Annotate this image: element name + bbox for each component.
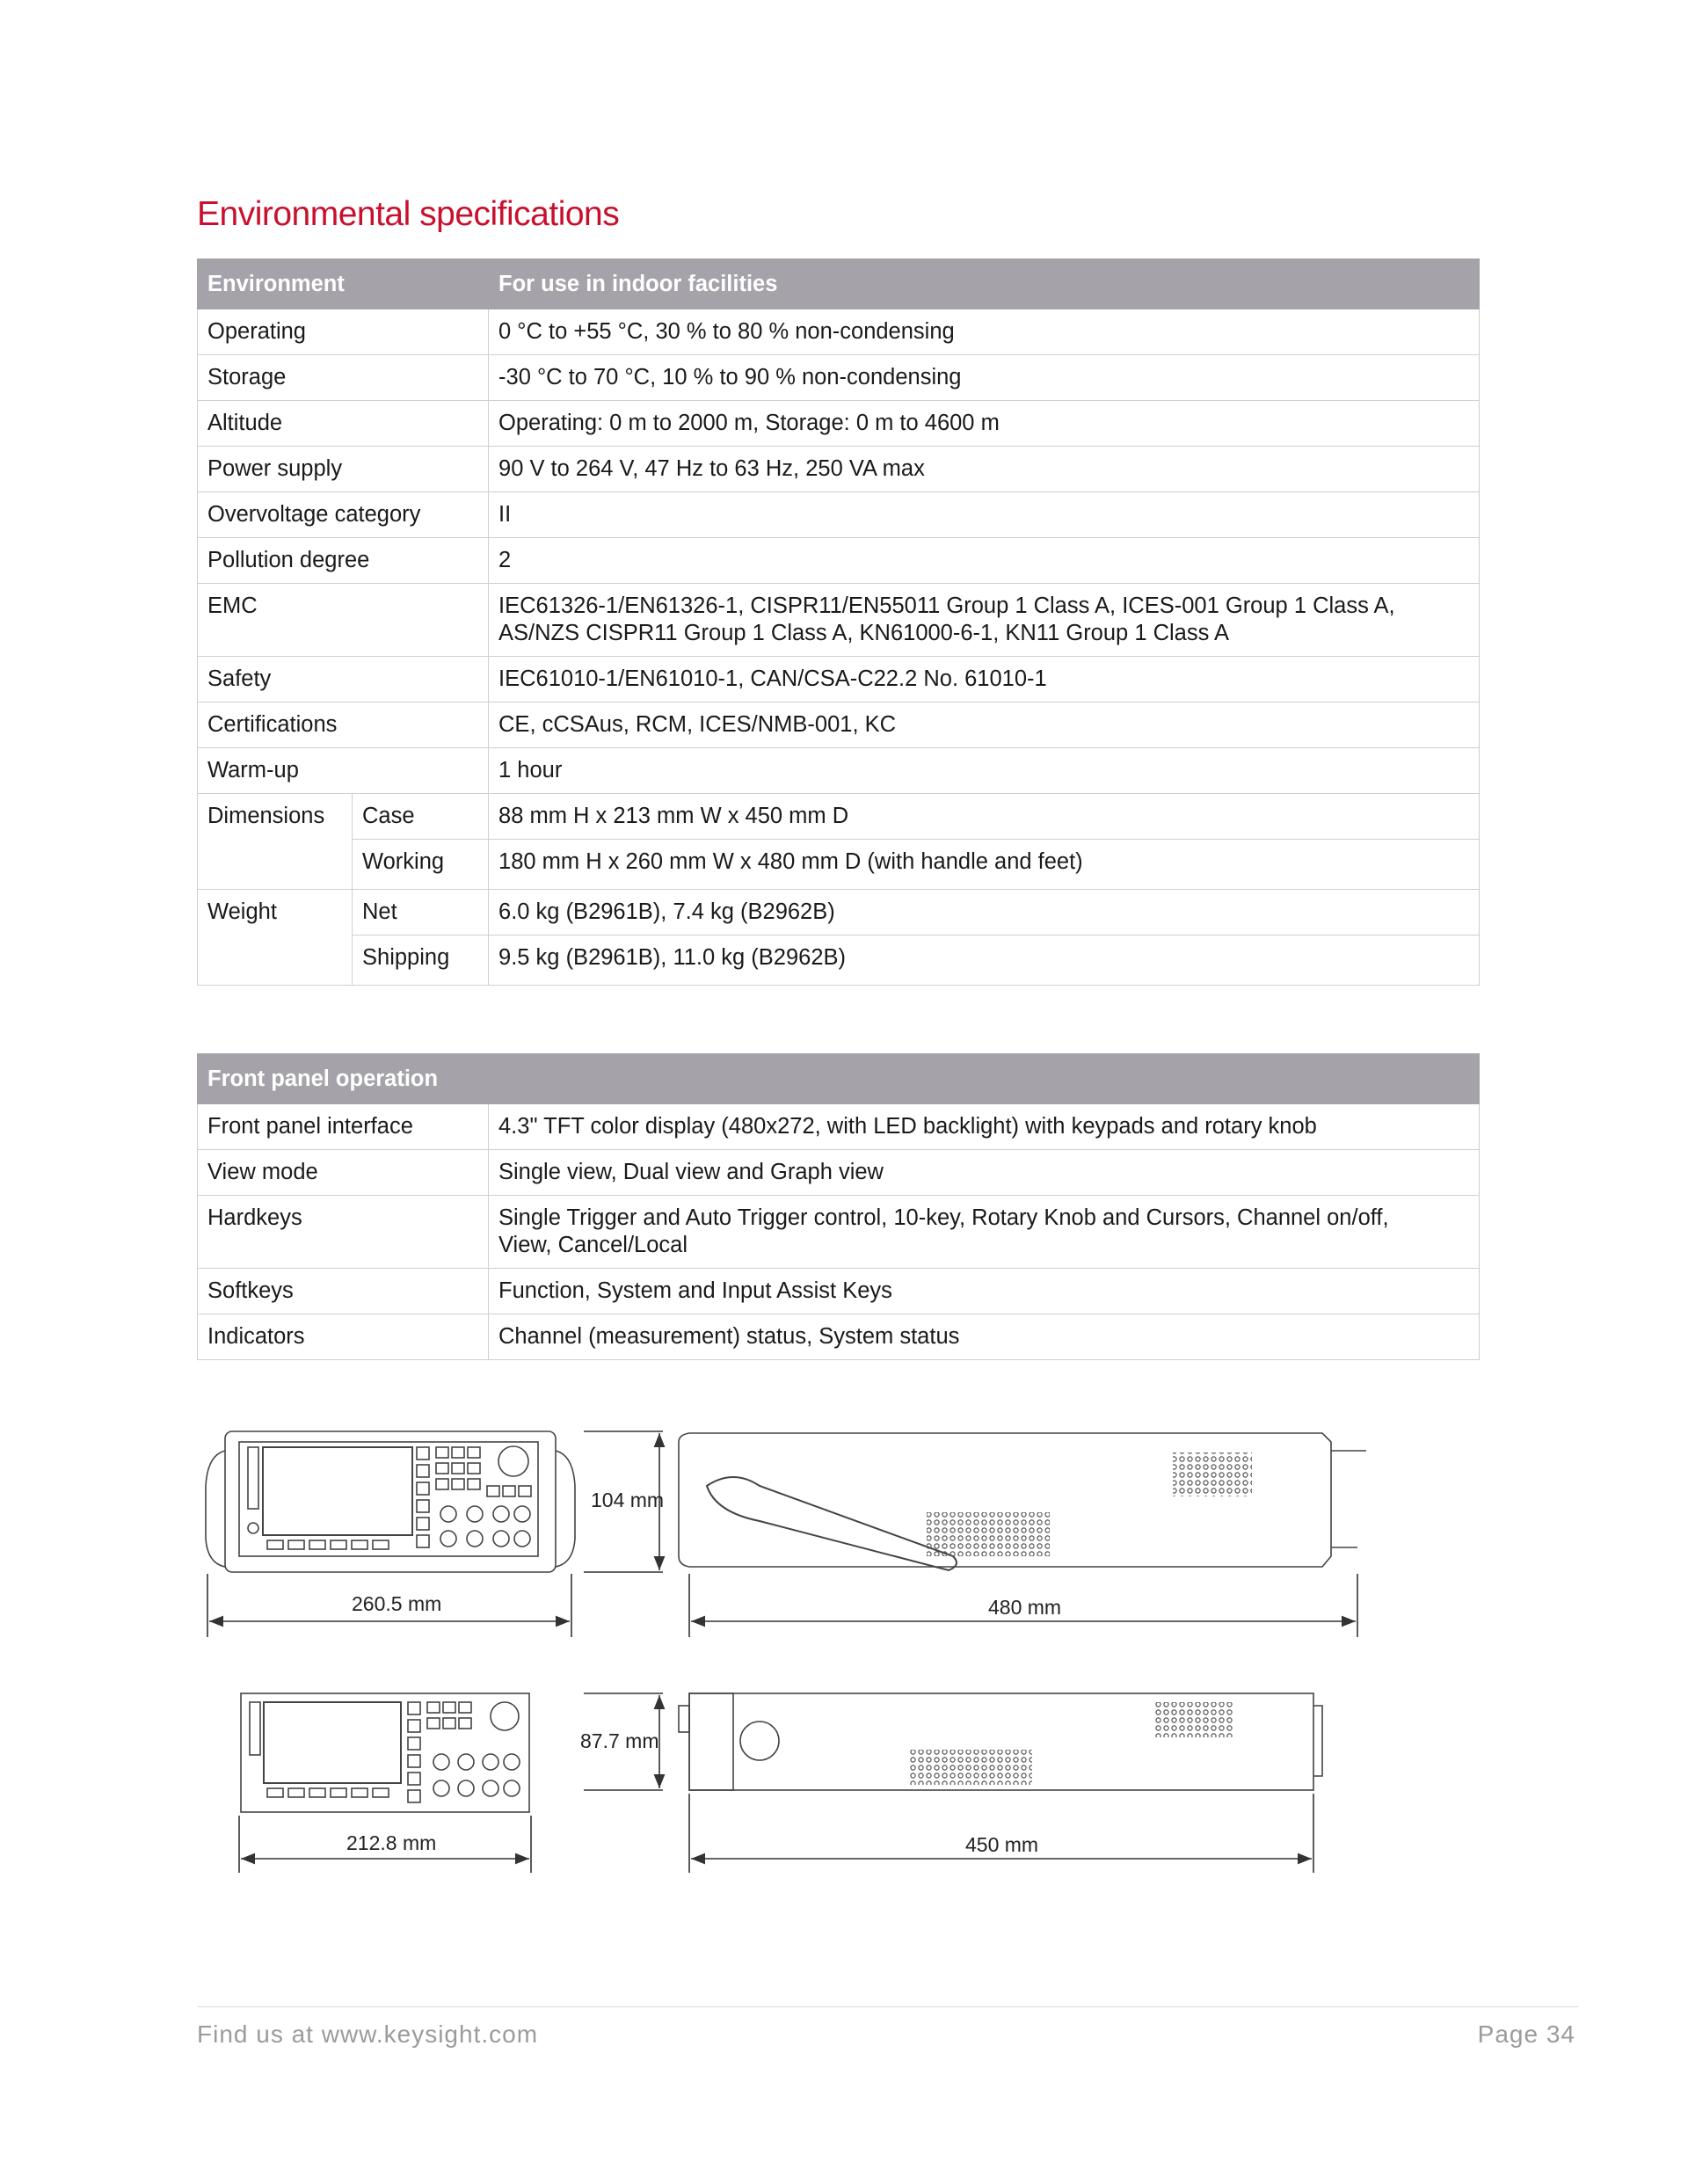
front-panel-table (197, 1053, 1480, 1360)
table-row (198, 1196, 1480, 1269)
row-value: IEC61010-1/EN61010-1, CAN/CSA-C22.2 No. 61010-1 (489, 657, 1480, 703)
row-value: 6.0 kg (B2961B), 7.4 kg (B2962B) (489, 890, 1480, 935)
row-sublabel: Working (353, 840, 489, 890)
row-label: Certifications (198, 703, 489, 748)
table-header-row (198, 1054, 1480, 1104)
table-header-row (198, 259, 1480, 309)
row-value: CE, cCSAus, RCM, ICES/NMB-001, KC (489, 703, 1480, 748)
table-header-cell: For use in indoor facilities (489, 259, 1480, 309)
table-header-cell: Environment (198, 259, 489, 309)
row-sublabel: Net (353, 890, 489, 935)
height-case-label: 87.7 mm (580, 1729, 659, 1752)
row-label: Hardkeys (198, 1196, 489, 1269)
table-row (198, 1314, 1480, 1360)
table-header-cell: Front panel operation (198, 1054, 1480, 1104)
front-width-case-label: 212.8 mm (346, 1831, 437, 1854)
row-value: 1 hour (489, 748, 1480, 794)
front-view-case (241, 1693, 529, 1812)
row-value: IEC61326-1/EN61326-1, CISPR11/EN55011 Group 1 Class A, ICES-001 Group 1 Class A, AS/NZS CISPR11 Group 1 Class A, KN61000-6-1, KN11 Group 1 Class A (489, 584, 1480, 657)
dimension-lines (207, 1431, 1357, 1873)
row-value: Operating: 0 m to 2000 m, Storage: 0 m to 4600 m (489, 401, 1480, 447)
table-row (198, 401, 1480, 447)
row-value: Channel (measurement) status, System status (489, 1314, 1480, 1360)
row-label: Safety (198, 657, 489, 703)
page-title: Environmental specifications (197, 195, 620, 233)
table-row (198, 584, 1480, 657)
front-view-keypad (417, 1447, 531, 1547)
row-label: Storage (198, 355, 489, 401)
row-label: Power supply (198, 447, 489, 492)
front-view-softkeys (267, 1540, 389, 1549)
row-label: Altitude (198, 401, 489, 447)
height-working-label: 104 mm (591, 1489, 665, 1511)
row-value: 0 °C to +55 °C, 30 % to 80 % non-condensing (489, 309, 1480, 355)
rotary-knob-icon (498, 1446, 528, 1476)
row-value: II (489, 492, 1480, 538)
row-label: Warm-up (198, 748, 489, 794)
table-row (198, 355, 1480, 401)
table-row (198, 1104, 1480, 1150)
table-row (198, 538, 1480, 584)
row-label: Overvoltage category (198, 492, 489, 538)
environment-table (197, 258, 1480, 986)
table-row (198, 657, 1480, 703)
row-value: 90 V to 264 V, 47 Hz to 63 Hz, 250 VA max (489, 447, 1480, 492)
row-value: Function, System and Input Assist Keys (489, 1269, 1480, 1314)
row-label: Front panel interface (198, 1104, 489, 1150)
side-view-working (679, 1433, 1366, 1570)
front-view-terminals (440, 1506, 530, 1547)
table-row (198, 890, 1480, 935)
table-row (198, 309, 1480, 355)
page-number: Page 34 (1477, 2020, 1575, 2048)
row-value: 180 mm H x 260 mm W x 480 mm D (with handle and feet) (489, 840, 1480, 890)
table-row (198, 794, 1480, 840)
row-value: -30 °C to 70 °C, 10 % to 90 % non-condensing (489, 355, 1480, 401)
footer-divider (197, 2006, 1579, 2007)
row-sublabel: Case (353, 794, 489, 840)
front-view-working (206, 1431, 575, 1572)
row-sublabel: Shipping (353, 935, 489, 986)
row-label: View mode (198, 1150, 489, 1196)
row-value: 2 (489, 538, 1480, 584)
table-row (198, 840, 1480, 890)
row-label: Operating (198, 309, 489, 355)
row-value: 4.3" TFT color display (480x272, with LED backlight) with keypads and rotary knob (489, 1104, 1480, 1150)
table-row (198, 1269, 1480, 1314)
footer-website[interactable]: Find us at www.keysight.com (197, 2020, 539, 2048)
row-label: EMC (198, 584, 489, 657)
table-row (198, 935, 1480, 986)
front-width-working-label: 260.5 mm (352, 1592, 442, 1615)
row-value: Single Trigger and Auto Trigger control, 10-key, Rotary Knob and Cursors, Channel on/off, View, Cancel/Local (489, 1196, 1480, 1269)
row-label: Softkeys (198, 1269, 489, 1314)
table-row (198, 492, 1480, 538)
table-row (198, 703, 1480, 748)
depth-working-label: 480 mm (988, 1596, 1062, 1619)
row-label: Pollution degree (198, 538, 489, 584)
row-value: Single view, Dual view and Graph view (489, 1150, 1480, 1196)
row-label: Weight (198, 890, 353, 986)
side-view-case (679, 1693, 1322, 1790)
table-row (198, 447, 1480, 492)
table-row (198, 748, 1480, 794)
table-row (198, 1150, 1480, 1196)
dimension-drawings (197, 1416, 1410, 1908)
row-value: 88 mm H x 213 mm W x 450 mm D (489, 794, 1480, 840)
row-label: Dimensions (198, 794, 353, 890)
row-value: 9.5 kg (B2961B), 11.0 kg (B2962B) (489, 935, 1480, 986)
depth-case-label: 450 mm (965, 1833, 1039, 1856)
row-label: Indicators (198, 1314, 489, 1360)
